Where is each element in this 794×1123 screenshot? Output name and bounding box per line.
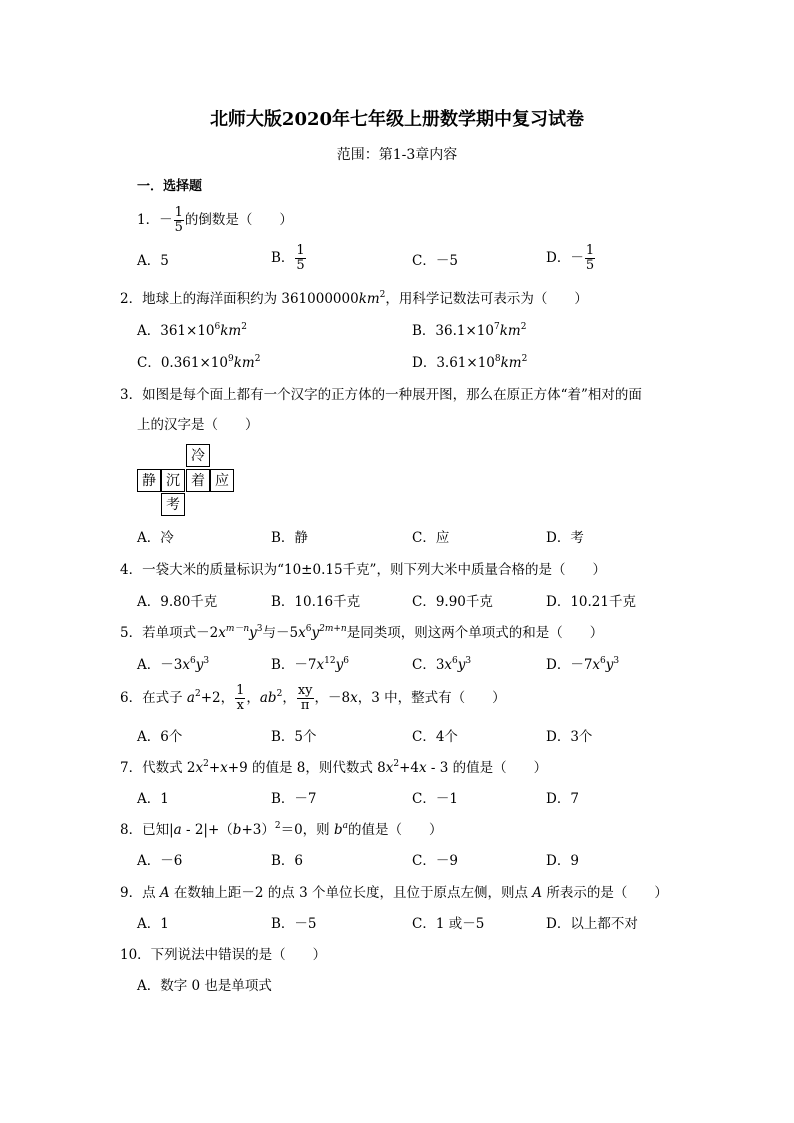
q4-option-c: C．9.90千克 bbox=[412, 594, 493, 610]
q3-option-b: B．静 bbox=[271, 530, 308, 546]
q4-option-a: A．9.80千克 bbox=[137, 594, 218, 610]
q1-option-a: A．5 bbox=[137, 253, 169, 269]
q2-option-c: C．$0.361\times 10^9km^2$ bbox=[137, 354, 261, 371]
q6-option-d: D．3个 bbox=[546, 729, 593, 745]
q7-option-d: D．7 bbox=[546, 791, 579, 807]
q1-option-d: D．－ $\frac{1}{5}$ bbox=[546, 243, 595, 273]
q4-option-b: B．10.16千克 bbox=[271, 594, 361, 610]
question-10-stem: 10．下列说法中错误的是（ ） bbox=[120, 947, 327, 963]
question-9-stem: 9．点 A 在数轴上距－2 的点 3 个单位长度，且位于原点左侧，则点 A 所表示的是（ ） bbox=[120, 885, 668, 901]
question-6-stem: 6．在式子 $a^2+2$， $\frac{1}{x}$ ，$ab^2$， $\frac{xy}{\pi}$ ，－8x，3 中，整式有（ ） bbox=[120, 683, 506, 713]
question-1-stem: 1．－ $\frac{1}{5}$ 的倒数是（ ） bbox=[137, 205, 293, 235]
q5-option-b: B．$-7x^{12}y^6$ bbox=[271, 656, 349, 673]
q3-option-d: D．考 bbox=[546, 530, 584, 546]
net-cell-3: 着 bbox=[186, 469, 210, 492]
question-4-stem: 4．一袋大米的质量标识为“10±0.15千克”，则下列大米中质量合格的是（ ） bbox=[120, 562, 606, 578]
question-2-stem: 2．地球上的海洋面积约为 $361000000km^2$，用科学记数法可表示为（ ） bbox=[120, 290, 588, 307]
q2-option-a: A．$361\times 10^6km^2$ bbox=[137, 322, 247, 339]
q5-option-c: C．$3x^6y^3$ bbox=[412, 656, 472, 673]
q6-option-a: A．6个 bbox=[137, 729, 183, 745]
q5-option-d: D．$-7x^6y^3$ bbox=[546, 656, 620, 673]
q8-option-c: C．－9 bbox=[412, 853, 458, 869]
q3-option-c: C．应 bbox=[412, 530, 450, 546]
q7-option-b: B．－7 bbox=[271, 791, 317, 807]
q1-option-b: B． $\frac{1}{5}$ bbox=[271, 243, 305, 273]
q4-option-d: D．10.21千克 bbox=[546, 594, 636, 610]
q2-option-d: D．$3.61\times 10^8km^2$ bbox=[412, 354, 528, 371]
fraction-1-5: $\frac{1}{5}$ bbox=[174, 205, 183, 235]
q7-option-c: C．－1 bbox=[412, 791, 458, 807]
question-3-line1: 3．如图是每个面上都有一个汉字的正方体的一种展开图，那么在原正方体“着”相对的面 bbox=[120, 387, 642, 403]
q8-option-b: B．6 bbox=[271, 853, 304, 869]
q9-option-b: B．－5 bbox=[271, 916, 317, 932]
q3-option-a: A．冷 bbox=[137, 530, 174, 546]
page-subtitle: 范围：第1-3章内容 bbox=[336, 147, 458, 163]
question-8-stem: 8．已知$|a - 2|+(b+3)^2=0$，则 $b^a$的值是（ ） bbox=[120, 821, 443, 838]
net-cell-bottom: 考 bbox=[161, 493, 185, 516]
q9-option-c: C．1 或－5 bbox=[412, 916, 485, 932]
q6-option-c: C．4个 bbox=[412, 729, 458, 745]
question-7-stem: 7．代数式 $2x^2+x+9$ 的值是 8，则代数式 $8x^2+4x - 3$ 的值是（ ） bbox=[120, 759, 548, 776]
net-cell-1: 静 bbox=[137, 469, 161, 492]
q7-option-a: A．1 bbox=[137, 791, 169, 807]
q10-option-a: A．数字 0 也是单项式 bbox=[137, 978, 272, 994]
cube-net-figure bbox=[137, 444, 237, 516]
q2-option-b: B．$36.1\times 10^7km^2$ bbox=[412, 322, 527, 339]
net-cell-4: 应 bbox=[210, 469, 234, 492]
q9-option-a: A．1 bbox=[137, 916, 169, 932]
q6-option-b: B．5个 bbox=[271, 729, 317, 745]
question-3-line2: 上的汉字是（ ） bbox=[137, 417, 259, 433]
q8-option-a: A．－6 bbox=[137, 853, 183, 869]
q1-option-c: C．－5 bbox=[412, 253, 458, 269]
q5-option-a: A．$-3x^6y^3$ bbox=[137, 656, 210, 673]
net-cell-top: 冷 bbox=[186, 444, 210, 467]
net-cell-2: 沉 bbox=[161, 469, 185, 492]
q9-option-d: D．以上都不对 bbox=[546, 916, 638, 932]
page-title: 北师大版2020年七年级上册数学期中复习试卷 bbox=[209, 109, 585, 130]
question-5-stem: 5．若单项式$-2x^{m-n}y^3$与$-5x^6y^{2m+n}$是同类项，则这两个单项式的和是（ ） bbox=[120, 624, 604, 641]
q8-option-d: D．9 bbox=[546, 853, 579, 869]
section-heading: 一．选择题 bbox=[137, 179, 203, 194]
